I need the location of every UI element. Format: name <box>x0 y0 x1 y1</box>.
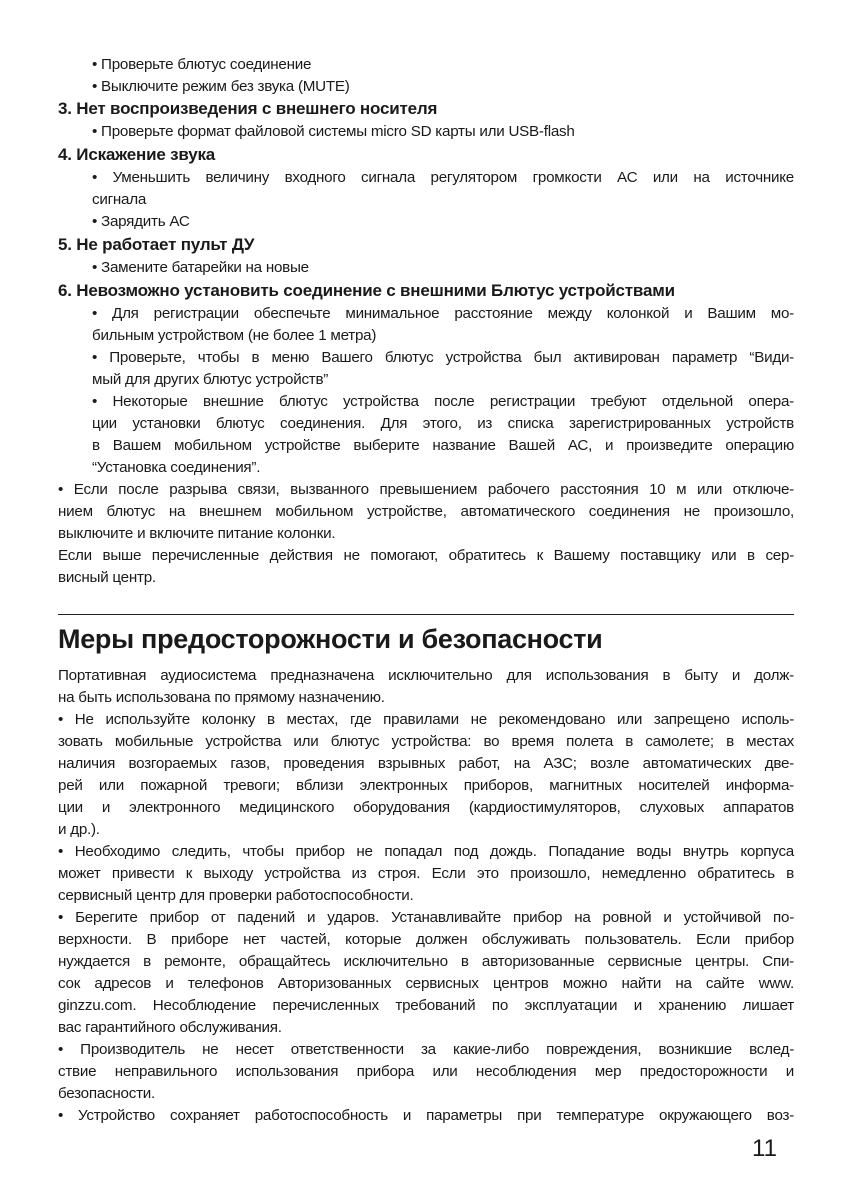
safety-line: и др.). <box>58 821 100 838</box>
safety-line: рей или пожарной тревоги; вблизи электронных приборов, магнитных носителей информа- <box>58 777 794 794</box>
safety-line: вас гарантийного обслуживания. <box>58 1019 282 1036</box>
issue-6-line: • Некоторые внешние блютус устройства после регистрации требуют отдельной опера- <box>92 393 794 410</box>
safety-line: ции и электронного медицинского оборудования (кардиостимуляторов, слуховых аппаратов <box>58 799 794 816</box>
safety-line: • Необходимо следить, чтобы прибор не попадал под дождь. Попадание воды внутрь корпуса <box>58 843 794 860</box>
safety-line: нуждается в ремонте, обращайтесь исключительно в авторизованные сервисные центры. Спи- <box>58 953 794 970</box>
issue-heading-4: 4. Искажение звука <box>58 145 216 164</box>
safety-line: Портативная аудиосистема предназначена исключительно для использования в быту и долж- <box>58 667 794 684</box>
page-number: 11 <box>752 1135 777 1162</box>
issue-6-line: ции установки блютус соединения. Для этого, из списка зарегистрированных устройств <box>92 415 794 432</box>
safety-line: верхности. В приборе нет частей, которые должен обслуживать пользователь. Если прибор <box>58 931 794 948</box>
issue-6-line: “Установка соединения”. <box>92 459 261 476</box>
safety-line: • Не используйте колонку в местах, где правилами не рекомендовано или запрещено исполь- <box>58 711 794 728</box>
safety-line: на быть использована по прямому назначению. <box>58 689 385 706</box>
issue-5-line: • Замените батарейки на новые <box>92 259 309 276</box>
issue-3-line: • Проверьте формат файловой системы micro SD карты или USB-flash <box>92 123 575 140</box>
closing-line: выключите и включите питание колонки. <box>58 525 336 542</box>
issue-6-line: бильным устройством (не более 1 метра) <box>92 327 377 344</box>
closing-line: нием блютус на внешнем мобильном устройстве, автоматического соединения не произошло, <box>58 503 794 520</box>
safety-line: зовать мобильные устройства или блютус устройства: во время полета в самолете; в местах <box>58 733 794 750</box>
bullet-check-bluetooth: • Проверьте блютус соединение <box>92 56 312 73</box>
issue-4-line: • Уменьшить величину входного сигнала регулятором громкости АС или на источнике <box>92 169 794 186</box>
issue-6-line: • Для регистрации обеспечьте минимальное расстояние между колонкой и Вашим мо- <box>92 305 794 322</box>
bullet-disable-mute: • Выключите режим без звука (MUTE) <box>92 78 350 95</box>
safety-line: сок адресов и телефонов Авторизованных сервисных центров можно найти на сайте www. <box>58 975 794 992</box>
issue-4-line: сигнала <box>92 191 147 208</box>
issue-heading-5: 5. Не работает пульт ДУ <box>58 235 255 254</box>
closing-line: • Если после разрыва связи, вызванного превышением рабочего расстояния 10 м или отключе- <box>58 481 794 498</box>
safety-line: наличия возгораемых газов, проведения взрывных работ, на АЗС; возле автоматических две- <box>58 755 794 772</box>
safety-line: безопасности. <box>58 1085 155 1102</box>
issue-6-line: • Проверьте, чтобы в меню Вашего блютус устройства был активирован параметр “Види- <box>92 349 794 366</box>
safety-line: ствие неправильного использования прибора или несоблюдения мер предосторожности и <box>58 1063 794 1080</box>
issue-6-line: мый для других блютус устройств” <box>92 371 329 388</box>
section-title: Меры предосторожности и безопасности <box>58 624 603 654</box>
issue-heading-6: 6. Невозможно установить соединение с внешними Блютус устройствами <box>58 281 675 300</box>
issue-4-line: • Зарядить АС <box>92 213 190 230</box>
issue-6-line: в Вашем мобильном устройстве выберите название Вашей АС, и произведите операцию <box>92 437 794 454</box>
safety-line: может привести к выходу устройства из строя. Если это произошло, немедленно обратитесь в <box>58 865 794 882</box>
safety-line: ginzzu.com. Несоблюдение перечисленных требований по эксплуатации и хранению лишает <box>58 997 794 1014</box>
closing-line: Если выше перечисленные действия не помогают, обратитесь к Вашему поставщику или в сер- <box>58 547 794 564</box>
issue-heading-3: 3. Нет воспроизведения с внешнего носителя <box>58 99 438 118</box>
section-divider <box>58 614 794 615</box>
safety-line: • Устройство сохраняет работоспособность и параметры при температуре окружающего воз- <box>58 1107 794 1124</box>
safety-line: • Берегите прибор от падений и ударов. Устанавливайте прибор на ровной и устойчивой по- <box>58 909 794 926</box>
closing-line: висный центр. <box>58 569 156 586</box>
safety-line: • Производитель не несет ответственности за какие-либо повреждения, возникшие вслед- <box>58 1041 794 1058</box>
safety-line: сервисный центр для проверки работоспособности. <box>58 887 414 904</box>
